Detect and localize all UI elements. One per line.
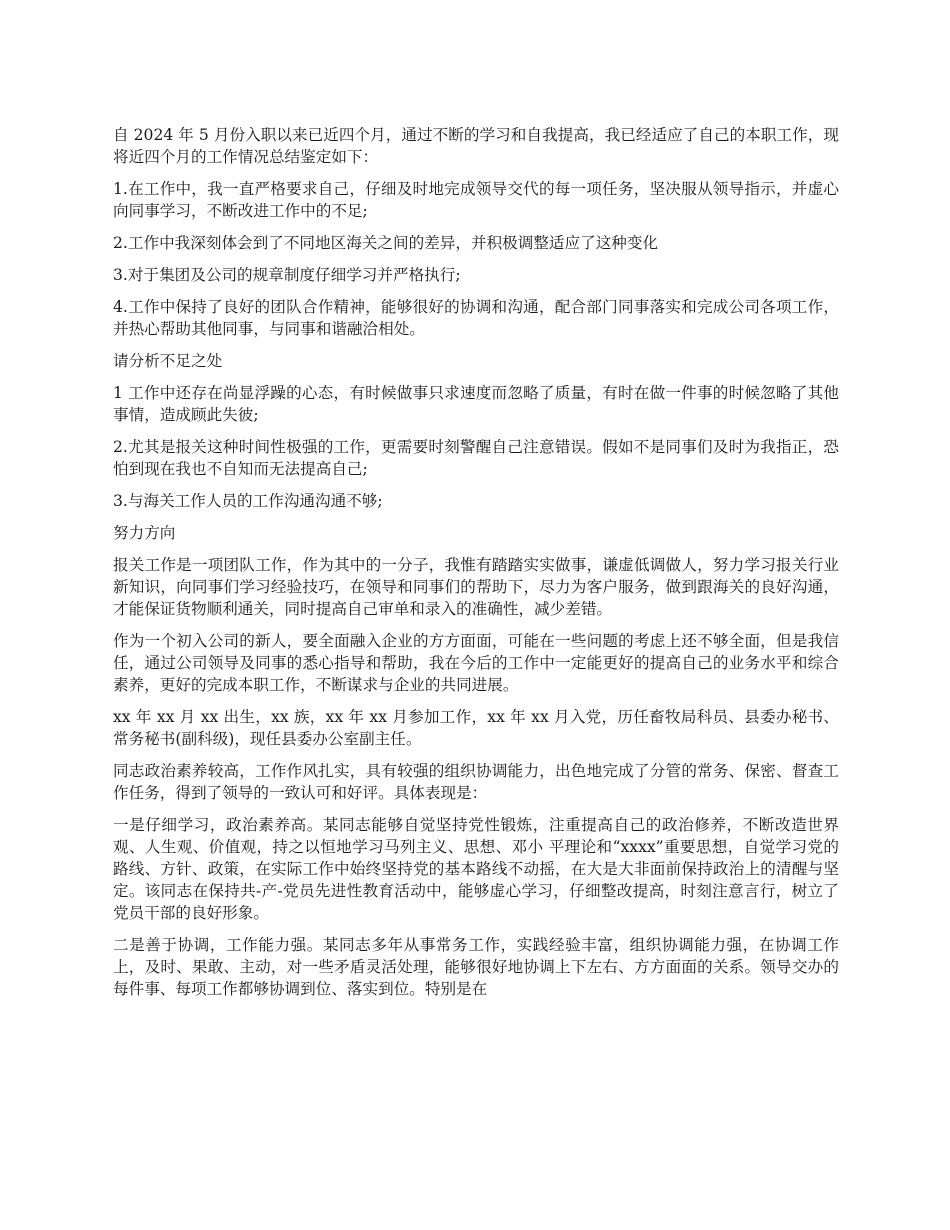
section-heading-direction: 努力方向 — [113, 524, 176, 542]
paragraph-item-3: 3.对于集团及公司的规章制度仔细学习并严格执行; — [113, 266, 461, 284]
paragraph-item-1: 1.在工作中，我一直严格要求自己，仔细及时地完成领导交代的每一项任务，坚决服从领导指示，并虚心向同事学习，不断改进工作中的不足; — [113, 180, 839, 220]
paragraph-direction: 报关工作是一项团队工作，作为其中的一分子，我惟有踏踏实实做事，谦虚低调做人，努力学习报关行业新知识，向同事们学习经验技巧，在领导和同事们的帮助下，尽力为客户服务，做到跟海关的良好沟通，才能保证货物顺利通关，同时提高自己审单和录入的准确性，减少差错。 — [113, 556, 839, 618]
paragraph-point-2: 二是善于协调，工作能力强。某同志多年从事常务工作，实践经验丰富，组织协调能力强，在协调工作上，及时、果敢、主动，对一些矛盾灵活处理，能够很好地协调上下左右、方方面面的关系。领导交办的每件事、每项工作都够协调到位、落实到位。特别是在 — [113, 936, 839, 998]
paragraph-item-4: 4.工作中保持了良好的团队合作精神，能够很好的协调和沟通，配合部门同事落实和完成公司各项工作，并热心帮助其他同事，与同事和谐融洽相处。 — [113, 298, 839, 338]
paragraph-item-2: 2.工作中我深刻体会到了不同地区海关之间的差异，并积极调整适应了这种变化 — [113, 234, 659, 252]
paragraph-evaluation: 同志政治素养较高，工作作风扎实，具有较强的组织协调能力，出色地完成了分管的常务、保密、督查工作任务，得到了领导的一致认可和好评。具体表现是： — [113, 762, 839, 802]
paragraph-newcomer: 作为一个初入公司的新人，要全面融入企业的方方面面，可能在一些问题的考虑上还不够全面，但是我信任，通过公司领导及同事的悉心指导和帮助，我在今后的工作中一定能更好的提高自己的业务水平和综合素养，更好的完成本职工作，不断谋求与企业的共同进展。 — [113, 632, 839, 694]
paragraph-shortcoming-2: 2.尤其是报关这种时间性极强的工作，更需要时刻警醒自己注意错误。假如不是同事们及时为我指正，恐怕到现在我也不自知而无法提高自己; — [113, 438, 839, 478]
paragraph-bio: xx 年 xx 月 xx 出生，xx 族，xx 年 xx 月参加工作，xx 年 xx 月入党，历任畜牧局科员、县委办秘书、常务秘书(副科级)，现任县委办公室副主任。 — [113, 708, 839, 748]
paragraph-point-1: 一是仔细学习，政治素养高。某同志能够自觉坚持党性锻炼，注重提高自己的政治修养，不断改造世界观、人生观、价值观，持之以恒地学习马列主义、思想、邓小 平理论和“xxxx”重要思想，自觉学习党的路线、方针、政策，在实际工作中始终坚持党的基本路线不动摇，在大是大非面前保持政治上的清醒与坚定。该同志在保持共-产-党员先进性教育活动中，能够虚心学习，仔细整改提高，时刻注意言行，树立了党员干部的良好形象。 — [113, 816, 839, 922]
paragraph-shortcoming-1: 1 工作中还存在尚显浮躁的心态，有时候做事只求速度而忽略了质量，有时在做一件事的时候忽略了其他事情，造成顾此失彼; — [113, 384, 839, 424]
section-heading-shortcomings: 请分析不足之处 — [113, 352, 223, 370]
paragraph-shortcoming-3: 3.与海关工作人员的工作沟通沟通不够; — [113, 492, 383, 510]
document-body — [113, 124, 839, 1010]
paragraph-intro: 自 2024 年 5 月份入职以来已近四个月，通过不断的学习和自我提高，我已经适应了自己的本职工作，现将近四个月的工作情况总结鉴定如下： — [113, 126, 839, 166]
